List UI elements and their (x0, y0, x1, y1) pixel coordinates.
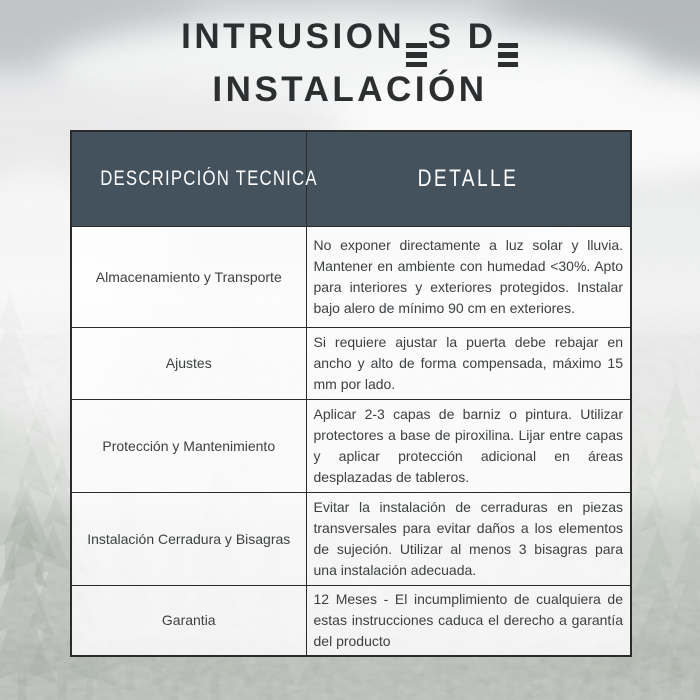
stylized-letter-e (498, 43, 518, 68)
spec-detail-cell: Si requiere ajustar la puerta debe rebajar en ancho y alto de forma compensada, máximo 15 mm por lado. (306, 328, 631, 400)
spec-label-cell: Ajustes (71, 328, 306, 400)
spec-detail-cell: Aplicar 2-3 capas de barniz o pintura. Utilizar protectores a base de piroxilina. Lijar entre capas y aplicar protección adicional en áreas desplazadas de tableros. (306, 400, 631, 493)
table-row (71, 227, 631, 328)
spec-label-cell: Protección y Mantenimiento (71, 400, 306, 493)
spec-label-cell: Almacenamiento y Transporte (71, 227, 306, 328)
spec-detail-cell: Evitar la instalación de cerraduras en piezas transversales para evitar daños a los elementos de sujeción. Utilizar al menos 3 bisagras para una instalación adecuada. (306, 493, 631, 586)
spec-label-cell: Garantia (71, 586, 306, 657)
spec-detail-cell: 12 Meses - El incumplimiento de cualquiera de estas instrucciones caduca el derecho a garantía del producto (306, 586, 631, 657)
column-header-label: DETALLE (417, 165, 519, 192)
spec-label-cell: Instalación Cerradura y Bisagras (71, 493, 306, 586)
installation-spec-table (70, 130, 632, 657)
spec-detail-cell: No exponer directamente a luz solar y lluvia. Mantener en ambiente con humedad <30%. Apto para interiores y exteriores protegidos. Instalar bajo alero de mínimo 90 cm en exteriores. (306, 227, 631, 328)
page-title-line1: INTRUSION S D (0, 14, 700, 67)
table-header-row (71, 131, 631, 227)
table-row (71, 586, 631, 657)
stylized-letter-e (406, 43, 426, 68)
table-row (71, 328, 631, 400)
column-header-detalle (306, 131, 631, 227)
column-header-descripcion-tecnica (71, 131, 318, 227)
table-row (71, 400, 631, 493)
column-header-label: DESCRIPCIÓN TECNICA (100, 167, 318, 190)
table-row (71, 493, 631, 586)
page-title (0, 14, 700, 113)
page-title-line2: INSTALACIÓN (212, 70, 488, 110)
